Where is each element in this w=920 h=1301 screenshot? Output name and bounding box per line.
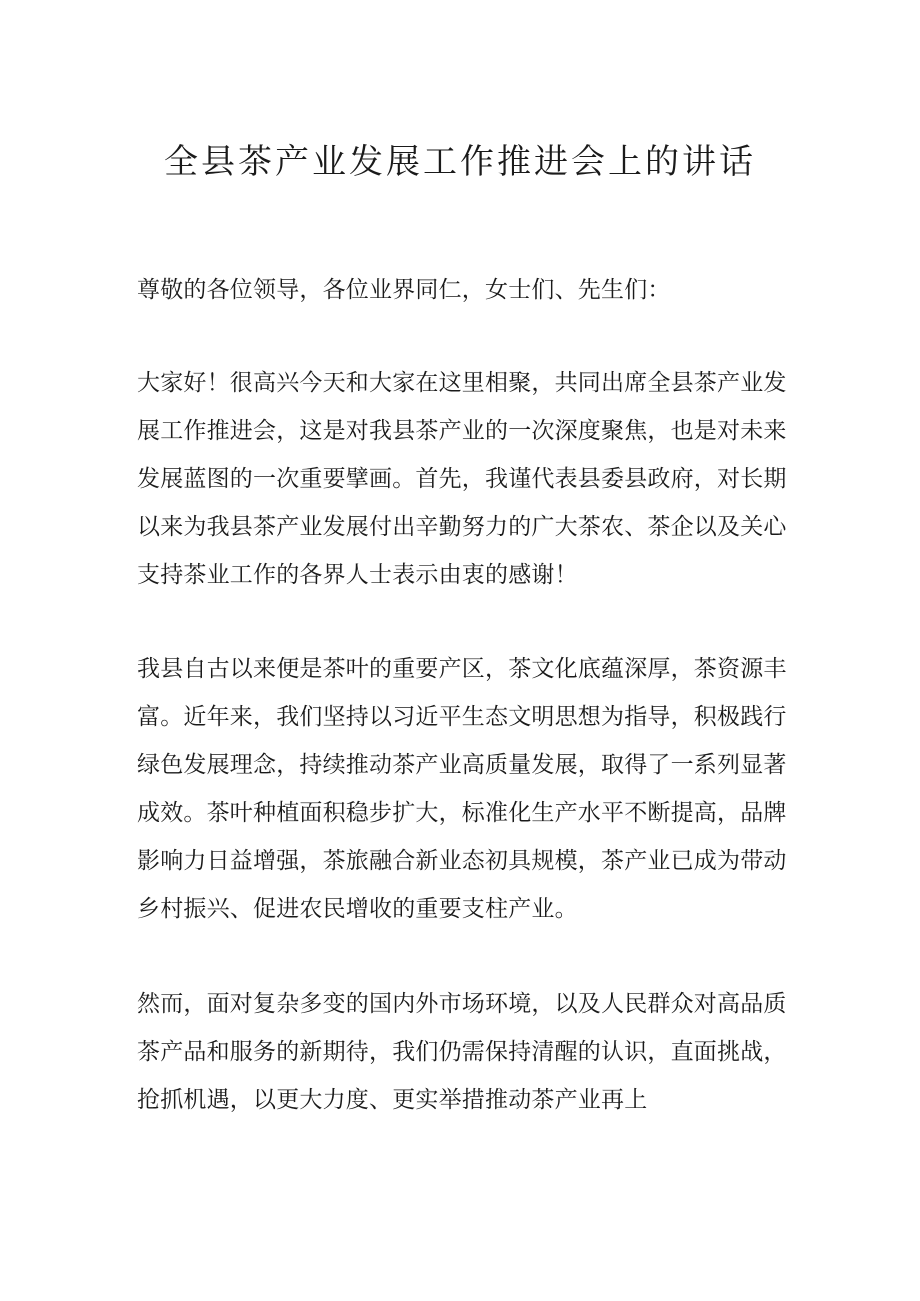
paragraph-2 (137, 645, 787, 933)
paragraph-line: 绿色发展理念，持续推动茶产业高质量发展，取得了一系列显著 (137, 752, 787, 778)
paragraph-line: 以来为我县茶产业发展付出辛勤努力的广大茶农、茶企以及关心 (137, 514, 787, 540)
paragraph-line: 影响力日益增强，茶旅融合新业态初具规模，茶产业已成为带动 (137, 848, 787, 874)
paragraph-line: 我县自古以来便是茶叶的重要产区，茶文化底蕴深厚，茶资源丰 (137, 656, 787, 682)
paragraph-3 (137, 980, 787, 1124)
paragraph-line: 展工作推进会，这是对我县茶产业的一次深度聚焦，也是对未来 (137, 418, 787, 444)
document-title: 全县茶产业发展工作推进会上的讲话 (164, 142, 756, 182)
paragraph-line: 乡村振兴、促进农民增收的重要支柱产业。 (137, 896, 578, 922)
paragraph-line: 支持茶业工作的各界人士表示由衷的感谢！ (137, 562, 578, 588)
paragraph-line: 大家好！很高兴今天和大家在这里相聚，共同出席全县茶产业发 (137, 370, 787, 396)
paragraph-line: 发展蓝图的一次重要擘画。首先，我谨代表县委县政府，对长期 (137, 466, 787, 492)
paragraph-line: 茶产品和服务的新期待，我们仍需保持清醒的认识，直面挑战， (137, 1039, 787, 1065)
paragraph-line: 富。近年来，我们坚持以习近平生态文明思想为指导，积极践行 (137, 704, 787, 730)
paragraph-line: 成效。茶叶种植面积稳步扩大，标准化生产水平不断提高，品牌 (137, 800, 787, 826)
paragraph-line: 抢抓机遇，以更大力度、更实举措推动茶产业再上 (137, 1087, 648, 1113)
greeting-text: 尊敬的各位领导，各位业界同仁，女士们、先生们： (137, 277, 671, 303)
paragraph-1 (137, 359, 787, 599)
greeting-line (137, 266, 787, 314)
paragraph-line: 然而，面对复杂多变的国内外市场环境，以及人民群众对高品质 (137, 991, 787, 1017)
